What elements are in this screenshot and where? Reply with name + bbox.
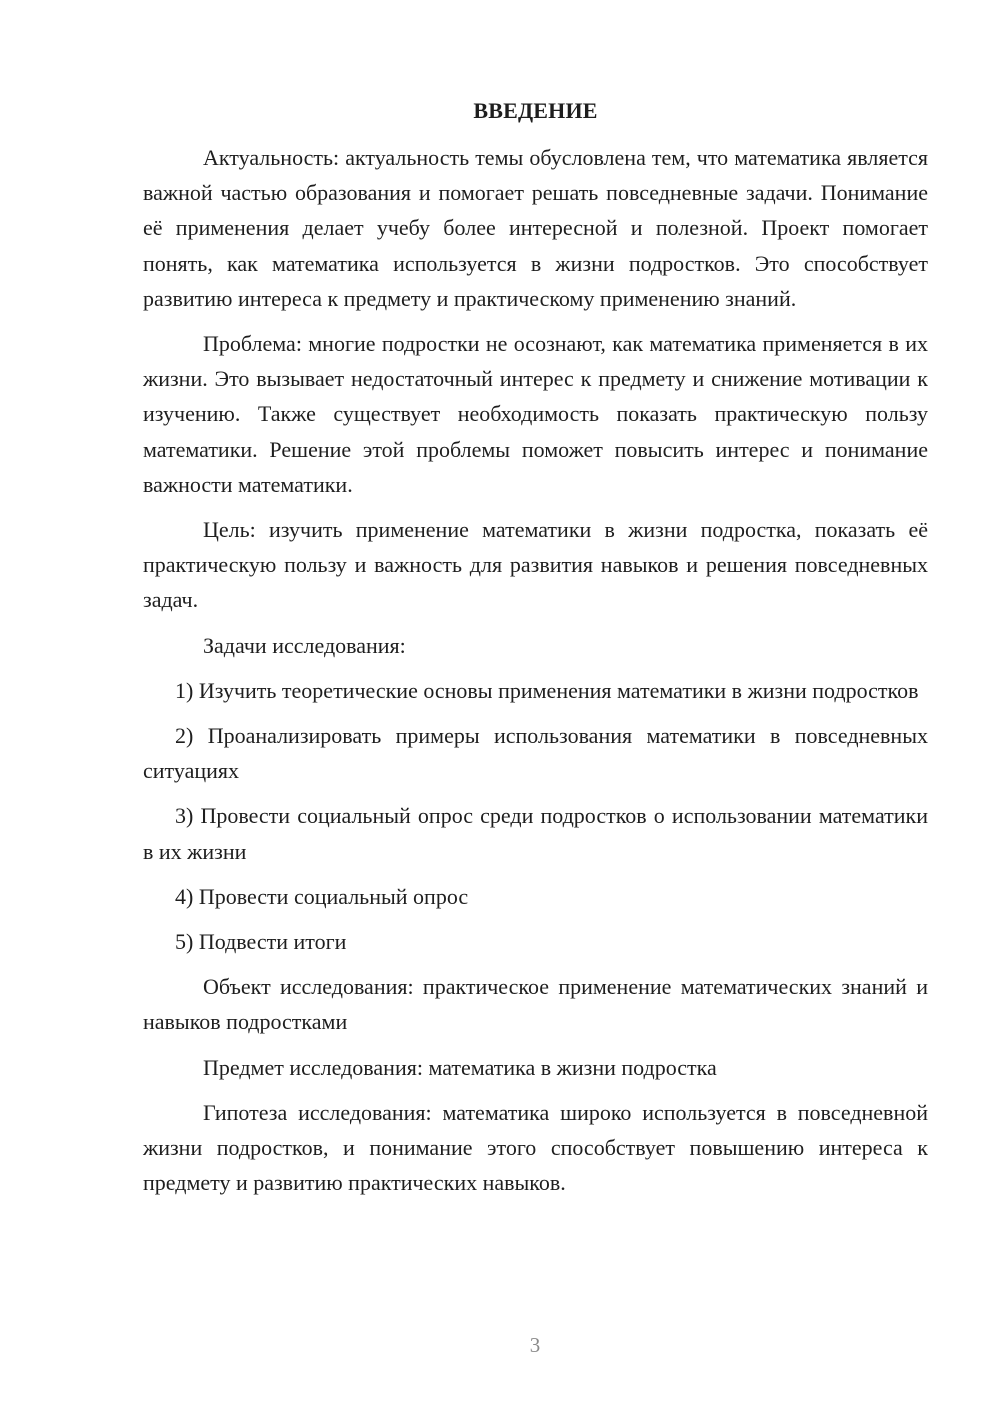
problem-paragraph: Проблема: многие подростки не осознают, как математика применяется в их жизни. Это вызывает недостаточный интерес к предмету и снижение мотивации к изучению. Также существует необходимость показать практическую пользу математики. Решение этой проблемы поможет повысить интерес и понимание важности математики. — [143, 331, 928, 497]
page-number: 3 — [529, 1333, 541, 1357]
section-title: ВВЕДЕНИЕ — [473, 98, 598, 123]
task-item-1: 1) Изучить теоретические основы применения математики в жизни подростков — [175, 677, 919, 703]
tasks-heading: Задачи исследования: — [203, 632, 406, 658]
task-item-5: 5) Подвести итоги — [175, 929, 347, 955]
object-paragraph: Объект исследования: практическое применение математических знаний и навыков подростками — [143, 974, 928, 1035]
relevance-paragraph: Актуальность: актуальность темы обусловлена тем, что математика является важной частью образования и помогает решать повседневные задачи. Понимание её применения делает учебу более интересной и полезной. Проект помогает понять, как математика используется в жизни подростков. Это способствует развитию интереса к предмету и практическому применению знаний. — [143, 145, 928, 311]
task-item-4: 4) Провести социальный опрос — [175, 883, 469, 909]
goal-paragraph: Цель: изучить применение математики в жизни подростка, показать её практическую пользу и важность для развития навыков и решения повседневных задач. — [143, 517, 928, 613]
hypothesis-paragraph: Гипотеза исследования: математика широко используется в повседневной жизни подростков, и понимание этого способствует повышению интереса к предмету и развитию практических навыков. — [143, 1099, 928, 1196]
page-content — [143, 93, 928, 1210]
task-item-2: 2) Проанализировать примеры использования математики в повседневных ситуациях — [143, 723, 928, 784]
task-item-3: 3) Провести социальный опрос среди подростков о использовании математики в их жизни — [143, 803, 928, 864]
subject-paragraph: Предмет исследования: математика в жизни подростка — [203, 1054, 717, 1080]
